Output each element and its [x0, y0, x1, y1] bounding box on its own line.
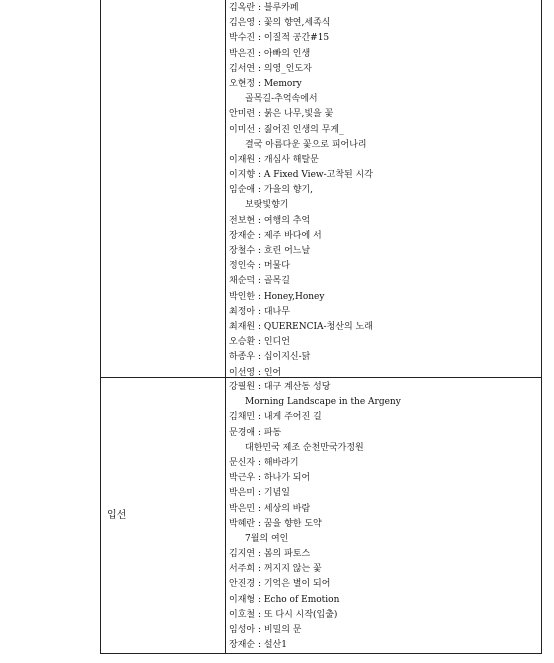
entry-line: 최정아 : 대나무	[229, 306, 290, 317]
entry-line: 이호철 : 또 다시 시작(입출)	[229, 609, 338, 620]
entry-line: 이선영 : 인어	[229, 367, 282, 378]
winner-list-ipseon	[229, 380, 401, 653]
entry-line: 박은진 : 아빠의 인생	[229, 48, 311, 59]
entry-line: 박인한 : Honey,Honey	[229, 291, 325, 302]
entry-line: 채순덕 : 골목길	[229, 276, 290, 287]
entry-line: 이재원 : 개심사 해탈문	[229, 154, 319, 165]
entry-line: 김채민 : 내게 주어진 길	[229, 412, 322, 423]
entry-line: 안진경 : 기억은 별이 되어	[229, 579, 331, 590]
entry-line: 하종우 : 십이지신-닭	[229, 352, 311, 363]
entry-line: 김은영 : 꽃의 향연,세족식	[229, 18, 331, 29]
awards-table	[100, 0, 542, 654]
entry-line: Morning Landscape in the Argeny	[245, 397, 401, 408]
entry-line: 장재순 : 제주 바다에 서	[229, 230, 322, 241]
entry-line: 박수진 : 이질적 공간#15	[229, 33, 330, 44]
entry-line: 장철수 : 흐린 어느날	[229, 246, 311, 256]
entry-line: 강필원 : 대구 계산동 성당	[229, 382, 331, 392]
entry-line: 오현정 : Memory	[229, 78, 302, 89]
entry-line: 김지연 : 봄의 파토스	[229, 549, 311, 560]
entry-line: 서주희 : 꺼지지 않는 꽃	[229, 564, 322, 575]
entry-line: 박혜란 : 꿈을 향한 도약	[229, 518, 322, 529]
entry-line: 정인숙 : 머물다	[229, 261, 290, 272]
entry-line: 최재원 : QUERENCIA-청산의 노래	[229, 321, 373, 332]
entry-line: 김서연 : 의영_인도자	[229, 63, 312, 74]
column-divider	[225, 0, 226, 653]
entry-line: 7월의 여인	[245, 533, 289, 544]
winner-list-upper	[229, 1, 373, 381]
entry-line: 임순애 : 가을의 향기,	[229, 185, 314, 196]
entry-line: 문경애 : 파동	[229, 427, 282, 438]
entry-line: 대한민국 제조 순천만국가정원	[245, 442, 364, 453]
entry-line: 이미선 : 짊어진 인생의 무게_	[229, 124, 344, 135]
entry-line: 오승환 : 인디언	[229, 337, 290, 348]
entry-line: 이재형 : Echo of Emotion	[229, 594, 340, 605]
entry-line: 박근우 : 하나가 되어	[229, 473, 311, 484]
entry-line: 박은미 : 기념일	[229, 488, 290, 499]
entry-line: 전보현 : 여행의 추억	[229, 215, 311, 226]
entry-line: 이지향 : A Fixed View-고착된 시각	[229, 170, 373, 181]
entry-line: 박은민 : 세상의 바람	[229, 503, 311, 514]
entry-line: 문신자 : 해바라기	[229, 457, 299, 468]
section-label-ipseon: 입선	[107, 510, 127, 521]
entry-line: 안미련 : 붉은 나무,빛을 꽃	[229, 109, 334, 120]
entry-line: 골목길-추억속에서	[245, 94, 318, 105]
entry-line: 보랏빛향기	[245, 200, 289, 211]
entry-line: 결국 아름다운 꽃으로 피어나리	[245, 139, 367, 150]
entry-line: 장재순 : 설산1	[229, 640, 287, 651]
entry-line: 임성아 : 비밀의 문	[229, 625, 302, 635]
entry-line: 김옥란 : 블루카페	[229, 3, 299, 13]
